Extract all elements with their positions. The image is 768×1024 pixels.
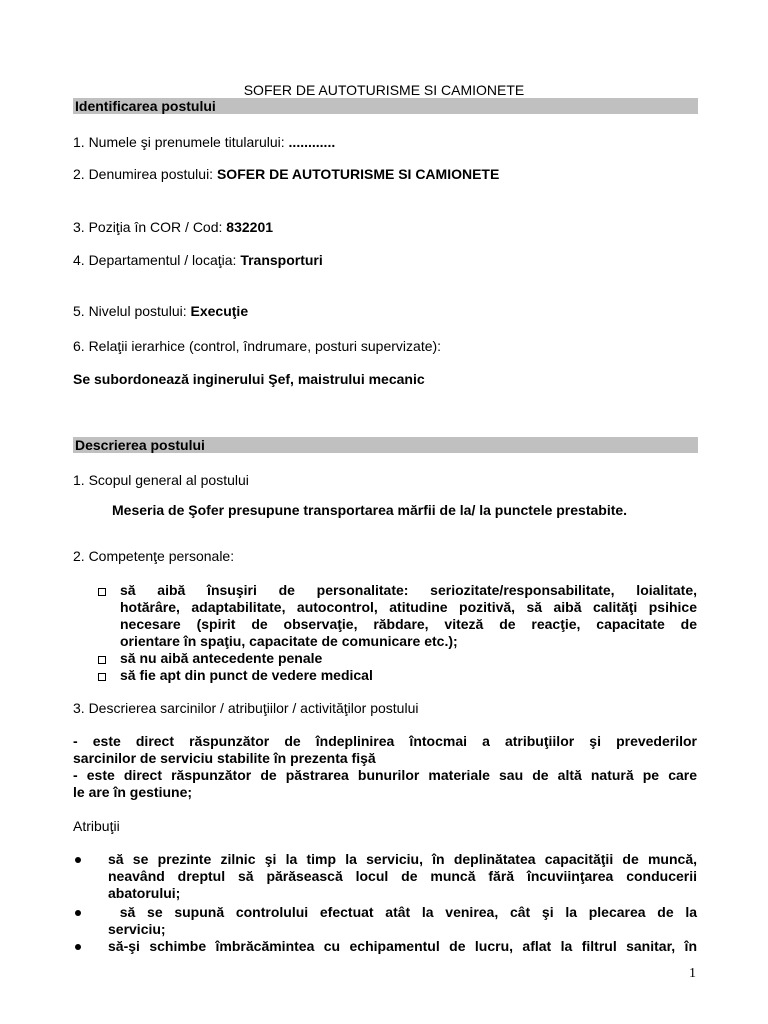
- competence-3: să fie apt din punct de vedere medical: [120, 667, 373, 683]
- item-1-label: 1. Numele şi prenumele titularului:: [73, 134, 289, 150]
- item-5-value: Execuţie: [190, 303, 249, 319]
- checkbox-bullet-icon: [98, 673, 106, 681]
- attribution-2-line: să se supună controlului efectuat atât la venirea, cât şi la plecarea de la: [108, 904, 697, 920]
- item-5: [73, 303, 248, 320]
- competence-1-line: necesare (spirit de observaţie, răbdare, viteză de reacţie, capacitate de: [120, 616, 697, 632]
- attribution-1-line: neavând dreptul să părăsească locul de muncă fără încuviinţarea conducerii: [108, 868, 697, 884]
- attributions-heading: Atribuţii: [73, 818, 120, 834]
- desc-item-3: 3. Descrierea sarcinilor / atribuţiilor / activităţilor postului: [73, 700, 419, 716]
- item-1: [73, 134, 335, 151]
- attribution-2-line: serviciu;: [108, 921, 166, 937]
- page-number: 1: [689, 966, 696, 981]
- competence-1-line: hotărâre, adaptabilitate, autocontrol, atitudine pozitivă, să aibă calităţi psihice: [120, 599, 697, 615]
- bullet-dot-icon: [75, 857, 81, 863]
- item-3: [73, 219, 273, 236]
- item-2-value: SOFER DE AUTOTURISME SI CAMIONETE: [216, 166, 500, 182]
- item-1-value: ............: [288, 134, 336, 150]
- competence-1-line: să aibă însuşiri de personalitate: seriozitate/responsabilitate, loialitate,: [120, 582, 697, 598]
- item-4-label: 4. Departamentul / locaţia:: [73, 252, 241, 268]
- responsibility-line: sarcinilor de serviciu stabilite în prezenta fişă: [73, 750, 376, 766]
- item-3-label: 3. Poziţia în COR / Cod:: [73, 219, 227, 235]
- document-title: SOFER DE AUTOTURISME SI CAMIONETE: [243, 82, 525, 98]
- item-5-label: 5. Nivelul postului:: [73, 303, 191, 319]
- general-purpose-text: Meseria de Şofer presupune transportarea mărfii de la/ la punctele prestabite.: [112, 502, 628, 518]
- attribution-2: [108, 904, 697, 938]
- bullet-dot-icon: [75, 910, 81, 916]
- responsibility-line: - este direct răspunzător de păstrarea bunurilor materiale sau de altă natură pe care: [73, 767, 697, 783]
- subordination-text: Se subordonează inginerului Şef, maistrului mecanic: [73, 371, 425, 387]
- attribution-3-line: să-şi schimbe îmbrăcămintea cu echipamentul de lucru, aflat la filtrul sanitar, în: [108, 938, 697, 954]
- item-4-value: Transporturi: [240, 252, 323, 268]
- bullet-dot-icon: [75, 944, 81, 950]
- competence-2: să nu aibă antecedente penale: [120, 650, 323, 666]
- item-2-label: 2. Denumirea postului:: [73, 166, 217, 182]
- competence-1: [120, 582, 697, 650]
- item-4: [73, 252, 323, 269]
- responsibilities: [73, 733, 697, 801]
- desc-item-1: 1. Scopul general al postului: [73, 472, 249, 488]
- section-header-description: Descrierea postului: [73, 437, 698, 453]
- attribution-1-line: să se prezinte zilnic şi la timp la serviciu, în deplinătatea capacităţii de muncă,: [108, 851, 697, 867]
- attribution-1-line: abatorului;: [108, 885, 181, 901]
- responsibility-line: le are în gestiune;: [73, 784, 193, 800]
- attribution-1: [108, 851, 697, 902]
- item-3-value: 832201: [226, 219, 274, 235]
- checkbox-bullet-icon: [98, 588, 106, 596]
- section-header-identification: Identificarea postului: [73, 98, 698, 114]
- checkbox-bullet-icon: [98, 656, 106, 664]
- responsibility-line: - este direct răspunzător de îndeplinirea întocmai a atribuţiilor şi prevederilor: [73, 733, 697, 749]
- attribution-3: [108, 938, 697, 955]
- desc-item-2: 2. Competenţe personale:: [73, 548, 235, 564]
- item-2: [73, 166, 499, 183]
- competence-1-line: orientare în spaţiu, capacitate de comunicare etc.);: [120, 633, 458, 649]
- item-6: 6. Relaţii ierarhice (control, îndrumare, posturi supervizate):: [73, 338, 442, 354]
